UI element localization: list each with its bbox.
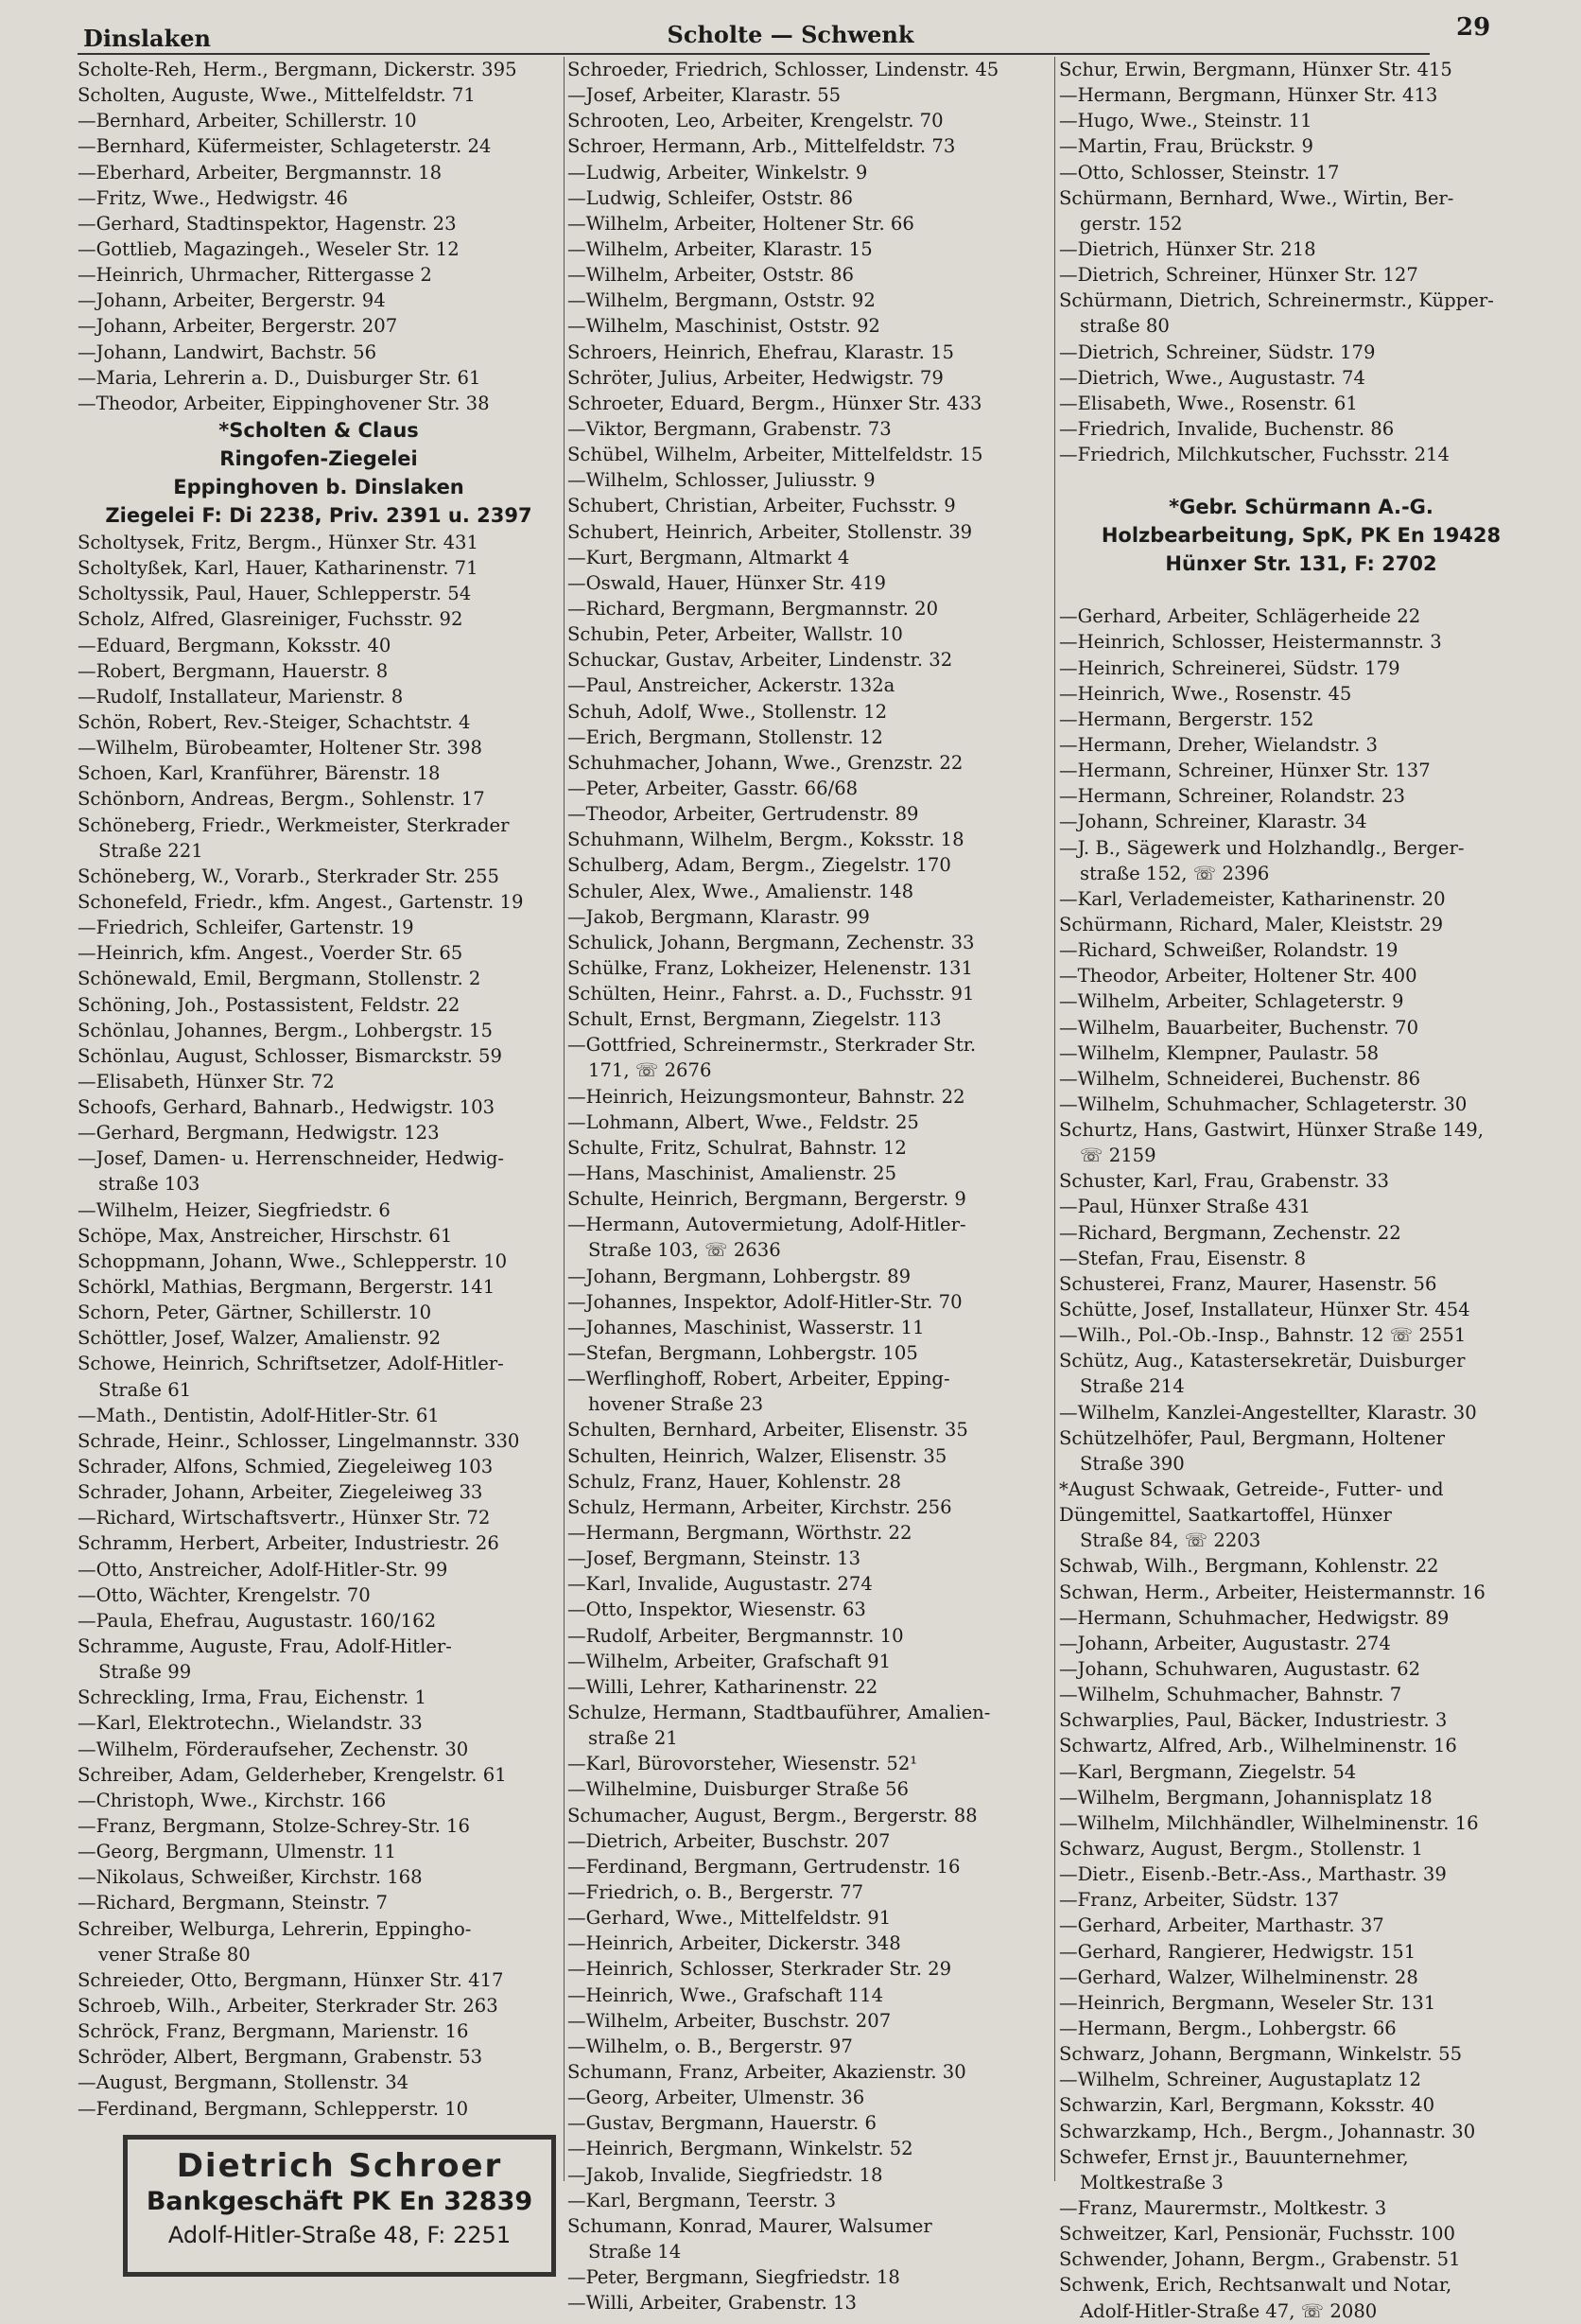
directory-entry: —Eberhard, Arbeiter, Bergmannstr. 18 — [78, 161, 443, 183]
directory-entry: Scholtyssik, Paul, Hauer, Schlepperstr. 54 — [78, 583, 472, 605]
directory-entry: —Paul, Anstreicher, Ackerstr. 132a — [567, 674, 895, 697]
directory-entry: ☏ 2159 — [1080, 1145, 1156, 1167]
directory-entry: —Theodor, Arbeiter, Eippinghovener Str. 38 — [78, 392, 490, 414]
ad-address: Adolf-Hitler-Straße 48, F: 2251 — [167, 2221, 512, 2248]
directory-entry: Schreiber, Adam, Gelderheber, Krengelstr. 61 — [78, 1763, 507, 1786]
directory-entry: —Richard, Bergmann, Bergmannstr. 20 — [567, 597, 939, 620]
directory-entry: —Hermann, Bergerstr. 152 — [1059, 708, 1314, 730]
directory-entry: straße 103 — [98, 1173, 200, 1196]
directory-entry: Schöning, Joh., Postassistent, Feldstr. 22 — [78, 993, 460, 1016]
directory-entry: —Peter, Arbeiter, Gasstr. 66/68 — [567, 777, 859, 799]
directory-entry: Schumann, Konrad, Maurer, Walsumer — [567, 2214, 932, 2237]
directory-entry: Straße 221 — [98, 839, 203, 862]
directory-entry: Schrader, Alfons, Schmied, Ziegeleiweg 103 — [78, 1456, 494, 1478]
directory-entry: —Wilhelm, Arbeiter, Buschstr. 207 — [567, 2009, 892, 2032]
directory-entry: Schübel, Wilhelm, Arbeiter, Mittelfeldstr. 15 — [567, 444, 983, 466]
directory-entry: —Maria, Lehrerin a. D., Duisburger Str. 61 — [78, 366, 481, 389]
directory-entry: —Franz, Arbeiter, Südstr. 137 — [1059, 1889, 1340, 1912]
directory-entry: —Hugo, Wwe., Steinstr. 11 — [1059, 110, 1312, 132]
directory-entry: —Georg, Bergmann, Ulmenstr. 11 — [78, 1841, 396, 1863]
header-range: Scholte — Schwenk — [667, 21, 914, 48]
directory-entry: Schuhmacher, Johann, Wwe., Grenzstr. 22 — [567, 751, 964, 774]
directory-entry: Straße 61 — [98, 1378, 192, 1401]
directory-entry: Schülten, Heinr., Fahrst. a. D., Fuchsstr. 91 — [567, 983, 975, 1005]
directory-entry: —Franz, Maurermstr., Moltkestr. 3 — [1059, 2196, 1387, 2219]
directory-entry: —Wilhelm, Kanzlei-Angestellter, Klarastr. 30 — [1059, 1401, 1477, 1424]
header-rule — [78, 53, 1430, 55]
directory-entry: —Gerhard, Arbeiter, Schlägerheide 22 — [1059, 605, 1421, 628]
directory-entry: —Gottfried, Schreinermstr., Sterkrader Str. — [567, 1034, 977, 1057]
directory-entry: —Heinrich, Wwe., Grafschaft 114 — [567, 1983, 884, 2006]
directory-entry: —Hermann, Schreiner, Hünxer Str. 137 — [1059, 760, 1431, 782]
directory-entry: Schönlau, Johannes, Bergm., Lohbergstr. 15 — [78, 1019, 493, 1041]
directory-entry: —Gustav, Bergmann, Hauerstr. 6 — [567, 2112, 877, 2135]
directory-entry: —Johann, Arbeiter, Augustastr. 274 — [1059, 1632, 1391, 1654]
directory-entry: —Wilhelm, Milchhändler, Wilhelminenstr. 16 — [1059, 1811, 1479, 1834]
directory-entry: Düngemittel, Saatkartoffel, Hünxer — [1059, 1504, 1392, 1527]
directory-entry: Straße 84, ☏ 2203 — [1080, 1529, 1261, 1552]
column-3 — [1059, 57, 1543, 2324]
directory-entry: Schwarz, August, Bergm., Stollenstr. 1 — [1059, 1838, 1424, 1860]
spacer — [1059, 467, 1543, 493]
directory-entry: —Johann, Arbeiter, Bergerstr. 207 — [78, 315, 398, 338]
directory-entry: Schurtz, Hans, Gastwirt, Hünxer Straße 149, — [1059, 1119, 1485, 1142]
directory-entry: Schoppmann, Johann, Wwe., Schlepperstr. 10 — [78, 1249, 508, 1272]
directory-entry: Schöpe, Max, Anstreicher, Hirschstr. 61 — [78, 1224, 453, 1247]
directory-entry: —Oswald, Hauer, Hünxer Str. 419 — [567, 571, 887, 594]
directory-entry: —Gerhard, Stadtinspektor, Hagenstr. 23 — [78, 212, 457, 235]
directory-entry: —Otto, Wächter, Krengelstr. 70 — [78, 1583, 371, 1606]
directory-entry: —Johann, Schreiner, Klarastr. 34 — [1059, 811, 1367, 833]
directory-entry: —Wilhelm, Schuhmacher, Bahnstr. 7 — [1059, 1684, 1402, 1706]
directory-entry: Schwarz, Johann, Bergmann, Winkelstr. 55 — [1059, 2043, 1463, 2066]
directory-entry: —Ferdinand, Bergmann, Gertrudenstr. 16 — [567, 1855, 961, 1878]
directory-entry: Schwarzkamp, Hch., Bergm., Johannastr. 30 — [1059, 2120, 1476, 2142]
directory-entry: —Wilhelm, Heizer, Siegfriedstr. 6 — [78, 1198, 391, 1221]
directory-entry: Schwan, Herm., Arbeiter, Heistermannstr. 16 — [1059, 1581, 1485, 1603]
directory-entry: —Heinrich, Schlosser, Heistermannstr. 3 — [1059, 631, 1442, 654]
directory-entry: —Johann, Schuhwaren, Augustastr. 62 — [1059, 1658, 1421, 1681]
directory-entry: Straße 390 — [1080, 1452, 1185, 1475]
firm-heading: *Gebr. Schürmann A.-G. — [1169, 496, 1433, 519]
ad-name: Dietrich Schroer — [176, 2146, 503, 2185]
directory-entry: —Math., Dentistin, Adolf-Hitler-Str. 61 — [78, 1404, 440, 1426]
directory-entry: —Elisabeth, Hünxer Str. 72 — [78, 1070, 335, 1092]
directory-entry: Schürmann, Richard, Maler, Kleiststr. 29 — [1059, 913, 1444, 935]
directory-entry: —Wilhelm, Bauarbeiter, Buchenstr. 70 — [1059, 1016, 1419, 1039]
directory-entry: —Martin, Frau, Brückstr. 9 — [1059, 135, 1313, 158]
directory-entry: —Willi, Arbeiter, Grabenstr. 13 — [567, 2292, 857, 2315]
directory-entry: straße 80 — [1080, 315, 1170, 338]
directory-entry: —Franz, Bergmann, Stolze-Schrey-Str. 16 — [78, 1815, 470, 1837]
directory-entry: —Johann, Landwirt, Bachstr. 56 — [78, 341, 377, 363]
column-divider — [564, 57, 565, 2181]
directory-entry: 171, ☏ 2676 — [588, 1059, 712, 1082]
directory-entry: —Fritz, Wwe., Hedwigstr. 46 — [78, 186, 349, 209]
directory-entry: —Dietr., Eisenb.-Betr.-Ass., Marthastr. 39 — [1059, 1863, 1447, 1886]
directory-entry: —Christoph, Wwe., Kirchstr. 166 — [78, 1789, 387, 1811]
directory-entry: —Theodor, Arbeiter, Gertrudenstr. 89 — [567, 803, 919, 826]
directory-entry: Schumann, Franz, Arbeiter, Akazienstr. 30 — [567, 2060, 966, 2083]
directory-entry: —Theodor, Arbeiter, Holtener Str. 400 — [1059, 965, 1417, 987]
directory-entry: Scholtysek, Fritz, Bergm., Hünxer Str. 431 — [78, 531, 478, 553]
directory-entry: Schwefer, Ernst jr., Bauunternehmer, — [1059, 2145, 1409, 2168]
directory-entry: Schoen, Karl, Kranführer, Bärenstr. 18 — [78, 762, 441, 785]
directory-entry: Schöneberg, W., Vorarb., Sterkrader Str. 255 — [78, 865, 499, 887]
directory-entry: —Friedrich, Schleifer, Gartenstr. 19 — [78, 917, 414, 939]
directory-entry: —Wilhelm, Schlosser, Juliusstr. 9 — [567, 469, 876, 492]
directory-entry: gerstr. 152 — [1080, 212, 1183, 235]
directory-entry: Schöttler, Josef, Walzer, Amalienstr. 92 — [78, 1327, 442, 1350]
spacer — [1059, 578, 1543, 603]
directory-entry: Schrooten, Leo, Arbeiter, Krengelstr. 70 — [567, 110, 944, 132]
directory-entry: —Wilhelm, Bürobeamter, Holtener Str. 398 — [78, 737, 482, 760]
directory-entry: —Heinrich, Bergmann, Weseler Str. 131 — [1059, 1991, 1436, 2014]
directory-entry: —Richard, Bergmann, Zechenstr. 22 — [1059, 1221, 1401, 1244]
directory-entry: —Heinrich, Schlosser, Sterkrader Str. 29 — [567, 1958, 952, 1981]
directory-entry: Schulberg, Adam, Bergm., Ziegelstr. 170 — [567, 854, 951, 877]
directory-entry: Schreieder, Otto, Bergmann, Hünxer Str. 417 — [78, 1968, 504, 1991]
directory-entry: hovener Straße 23 — [588, 1393, 764, 1416]
page-number: 29 — [1456, 13, 1491, 42]
directory-entry: Straße 14 — [588, 2240, 682, 2263]
directory-entry: —Kurt, Bergmann, Altmarkt 4 — [567, 546, 850, 568]
firm-heading: Eppinghoven b. Dinslaken — [173, 475, 464, 498]
directory-entry: —Gerhard, Wwe., Mittelfeldstr. 91 — [567, 1907, 892, 1930]
directory-entry: —Heinrich, kfm. Angest., Voerder Str. 65 — [78, 942, 463, 965]
directory-entry: —August, Bergmann, Stollenstr. 34 — [78, 2071, 409, 2094]
directory-entry: Schorn, Peter, Gärtner, Schillerstr. 10 — [78, 1302, 432, 1324]
directory-entry: Schweitzer, Karl, Pensionär, Fuchsstr. 100 — [1059, 2223, 1455, 2245]
directory-entry: —Robert, Bergmann, Hauerstr. 8 — [78, 659, 389, 682]
directory-entry: —Johannes, Maschinist, Wasserstr. 11 — [567, 1316, 925, 1338]
directory-entry: Scholtyßek, Karl, Hauer, Katharinenstr. 71 — [78, 557, 478, 580]
directory-entry: —Werflinghoff, Robert, Arbeiter, Epping- — [567, 1368, 950, 1390]
directory-entry: —Wilhelm, Klempner, Paulastr. 58 — [1059, 1041, 1380, 1064]
column-1 — [78, 57, 560, 2277]
directory-entry: —Elisabeth, Wwe., Rosenstr. 61 — [1059, 392, 1358, 414]
directory-entry: —Nikolaus, Schweißer, Kirchstr. 168 — [78, 1866, 423, 1889]
directory-entry: —Karl, Bergmann, Ziegelstr. 54 — [1059, 1760, 1357, 1783]
directory-entry: Schumacher, August, Bergm., Bergerstr. 88 — [567, 1804, 978, 1826]
directory-entry: Schulte, Heinrich, Bergmann, Bergerstr. 9 — [567, 1188, 966, 1211]
directory-entry: Schwenk, Erich, Rechtsanwalt und Notar, — [1059, 2274, 1452, 2297]
directory-entry: Schrade, Heinr., Schlosser, Lingelmannstr. 330 — [78, 1429, 520, 1452]
directory-entry: —Gerhard, Rangierer, Hedwigstr. 151 — [1059, 1940, 1416, 1963]
directory-entry: —Dietrich, Schreiner, Südstr. 179 — [1059, 341, 1376, 363]
directory-entry: —Friedrich, o. B., Bergerstr. 77 — [567, 1880, 864, 1903]
directory-entry: —Wilhelm, Schneiderei, Buchenstr. 86 — [1059, 1067, 1421, 1090]
directory-entry: —Paula, Ehefrau, Augustastr. 160/162 — [78, 1609, 437, 1632]
directory-entry: Schoofs, Gerhard, Bahnarb., Hedwigstr. 103 — [78, 1096, 495, 1119]
directory-entry: Schülke, Franz, Lokheizer, Helenenstr. 131 — [567, 956, 973, 979]
firm-heading: *Scholten & Claus — [218, 418, 419, 442]
directory-entry: Schroeder, Friedrich, Schlosser, Lindenstr. 45 — [567, 59, 999, 80]
directory-entry: —Ludwig, Arbeiter, Winkelstr. 9 — [567, 161, 868, 183]
directory-entry: —Heinrich, Bergmann, Winkelstr. 52 — [567, 2138, 913, 2160]
directory-entry: —Stefan, Frau, Eisenstr. 8 — [1059, 1247, 1307, 1269]
directory-entry: —Heinrich, Heizungsmonteur, Bahnstr. 22 — [567, 1085, 965, 1108]
directory-entry: Schuckar, Gustav, Arbeiter, Lindenstr. 32 — [567, 649, 953, 672]
directory-entry: —Wilhelm, Arbeiter, Oststr. 86 — [567, 264, 855, 287]
directory-entry: Schützelhöfer, Paul, Bergmann, Holtener — [1059, 1426, 1446, 1449]
directory-entry: Schröder, Albert, Bergmann, Grabenstr. 53 — [78, 2046, 483, 2069]
directory-entry: —Stefan, Bergmann, Lohbergstr. 105 — [567, 1342, 918, 1365]
directory-entry: vener Straße 80 — [98, 1943, 251, 1966]
directory-entry: —Wilhelm, Bergmann, Oststr. 92 — [567, 289, 876, 312]
directory-entry: —Gerhard, Walzer, Wilhelminenstr. 28 — [1059, 1966, 1418, 1988]
directory-entry: —Erich, Bergmann, Stollenstr. 12 — [567, 725, 883, 748]
firm-heading: Ringofen-Ziegelei — [219, 446, 418, 470]
firm-heading: Ziegelei F: Di 2238, Priv. 2391 u. 2397 — [105, 503, 532, 527]
directory-entry: —Jakob, Bergmann, Klarastr. 99 — [567, 905, 870, 928]
directory-entry: Schönborn, Andreas, Bergm., Sohlenstr. 17 — [78, 788, 485, 811]
directory-entry: Scholz, Alfred, Glasreiniger, Fuchsstr. 92 — [78, 608, 463, 631]
directory-entry: Schonefeld, Friedr., kfm. Angest., Gartenstr. 19 — [78, 890, 524, 913]
directory-entry: Schulz, Hermann, Arbeiter, Kirchstr. 256 — [567, 1495, 952, 1518]
directory-entry: Schulze, Hermann, Stadtbauführer, Amalien- — [567, 1702, 991, 1723]
directory-entry: —Johann, Arbeiter, Bergerstr. 94 — [78, 289, 386, 312]
directory-entry: Schroeb, Wilh., Arbeiter, Sterkrader Str. 263 — [78, 1994, 498, 2017]
directory-entry: —Wilh., Pol.-Ob.-Insp., Bahnstr. 12 ☏ 2551 — [1059, 1324, 1467, 1347]
directory-entry: —Wilhelmine, Duisburger Straße 56 — [567, 1778, 910, 1801]
directory-entry: Schroeter, Eduard, Bergm., Hünxer Str. 433 — [567, 392, 982, 414]
directory-entry: Schwarzin, Karl, Bergmann, Koksstr. 40 — [1059, 2094, 1435, 2117]
directory-entry: Schur, Erwin, Bergmann, Hünxer Str. 415 — [1059, 59, 1452, 80]
directory-entry: —Richard, Bergmann, Steinstr. 7 — [78, 1892, 388, 1914]
directory-entry: —Dietrich, Arbeiter, Buschstr. 207 — [567, 1829, 891, 1852]
directory-entry: —Karl, Verlademeister, Katharinenstr. 20 — [1059, 887, 1446, 910]
directory-entry: —Rudolf, Installateur, Marienstr. 8 — [78, 685, 404, 708]
advertisement-box — [123, 2135, 556, 2277]
directory-entry: —J. B., Sägewerk und Holzhandlg., Berger- — [1059, 836, 1465, 859]
directory-entry: —Hans, Maschinist, Amalienstr. 25 — [567, 1162, 897, 1185]
directory-entry: Straße 99 — [98, 1661, 192, 1684]
directory-entry: —Hermann, Bergmann, Wörthstr. 22 — [567, 1522, 912, 1545]
directory-entry: Schwab, Wilh., Bergmann, Kohlenstr. 22 — [1059, 1555, 1439, 1578]
directory-entry: —Wilhelm, Maschinist, Oststr. 92 — [567, 315, 880, 338]
directory-entry: —Wilhelm, o. B., Bergerstr. 97 — [567, 2035, 853, 2057]
directory-entry: Schroer, Hermann, Arb., Mittelfeldstr. 73 — [567, 135, 956, 158]
directory-entry: —Lohmann, Albert, Wwe., Feldstr. 25 — [567, 1110, 919, 1133]
directory-entry: Schulten, Bernhard, Arbeiter, Elisenstr. 35 — [567, 1419, 968, 1442]
directory-entry: Straße 103, ☏ 2636 — [588, 1239, 781, 1262]
directory-entry: —Rudolf, Arbeiter, Bergmannstr. 10 — [567, 1624, 904, 1647]
directory-entry: —Karl, Bergmann, Teerstr. 3 — [567, 2189, 837, 2211]
directory-entry: —Hermann, Dreher, Wielandstr. 3 — [1059, 733, 1378, 756]
directory-entry: Moltkestraße 3 — [1080, 2171, 1224, 2193]
directory-entry: Schubert, Christian, Arbeiter, Fuchsstr. 9 — [567, 495, 956, 517]
directory-entry: —Hermann, Schuhmacher, Hedwigstr. 89 — [1059, 1606, 1450, 1629]
directory-entry: Schusterei, Franz, Maurer, Hasenstr. 56 — [1059, 1272, 1437, 1295]
directory-entry: —Paul, Hünxer Straße 431 — [1059, 1196, 1312, 1218]
directory-entry: Schroers, Heinrich, Ehefrau, Klarastr. 15 — [567, 341, 954, 363]
directory-entry: —Richard, Schweißer, Rolandstr. 19 — [1059, 939, 1399, 962]
directory-entry: Schrader, Johann, Arbeiter, Ziegeleiweg 33 — [78, 1481, 483, 1504]
directory-entry: straße 152, ☏ 2396 — [1080, 862, 1270, 884]
directory-entry: —Otto, Schlosser, Steinstr. 17 — [1059, 161, 1340, 183]
column-divider — [1054, 57, 1055, 2181]
directory-entry: Schörkl, Mathias, Bergmann, Bergerstr. 141 — [78, 1276, 495, 1299]
firm-heading: Holzbearbeitung, SpK, PK En 19428 — [1101, 524, 1502, 548]
directory-entry: Straße 214 — [1080, 1375, 1185, 1398]
directory-entry: —Gerhard, Arbeiter, Marthastr. 37 — [1059, 1914, 1384, 1937]
directory-entry: —Johann, Bergmann, Lohbergstr. 89 — [567, 1265, 912, 1287]
directory-entry: —Ferdinand, Bergmann, Schlepperstr. 10 — [78, 2097, 469, 2120]
directory-entry: —Bernhard, Arbeiter, Schillerstr. 10 — [78, 110, 417, 132]
directory-entry: —Wilhelm, Bergmann, Johannisplatz 18 — [1059, 1786, 1433, 1809]
directory-entry: Schröck, Franz, Bergmann, Marienstr. 16 — [78, 2020, 469, 2043]
directory-entry: —Karl, Bürovorsteher, Wiesenstr. 52¹ — [567, 1753, 918, 1775]
column-2 — [567, 57, 1050, 2315]
directory-entry: —Hermann, Autovermietung, Adolf-Hitler- — [567, 1214, 966, 1236]
directory-entry: —Josef, Arbeiter, Klarastr. 55 — [567, 84, 842, 107]
directory-entry: —Wilhelm, Schuhmacher, Schlageterstr. 30 — [1059, 1092, 1468, 1115]
directory-entry: Scholten, Auguste, Wwe., Mittelfeldstr. 71 — [78, 84, 476, 107]
directory-entry: —Eduard, Bergmann, Koksstr. 40 — [78, 634, 391, 656]
directory-entry: —Heinrich, Arbeiter, Dickerstr. 348 — [567, 1932, 901, 1955]
directory-entry: —Josef, Damen- u. Herrenschneider, Hedwig- — [78, 1147, 505, 1170]
directory-entry: —Hermann, Schreiner, Rolandstr. 23 — [1059, 785, 1405, 808]
directory-entry: —Otto, Inspektor, Wiesenstr. 63 — [567, 1599, 866, 1621]
directory-entry: Schütz, Aug., Katastersekretär, Duisburger — [1059, 1350, 1466, 1372]
directory-entry: Schön, Robert, Rev.-Steiger, Schachtstr. 4 — [78, 710, 471, 733]
directory-entry: —Otto, Anstreicher, Adolf-Hitler-Str. 99 — [78, 1558, 448, 1581]
directory-entry: —Willi, Lehrer, Katharinenstr. 22 — [567, 1675, 878, 1698]
directory-entry: Schwarplies, Paul, Bäcker, Industriestr. 3 — [1059, 1709, 1448, 1732]
directory-entry: Schuh, Adolf, Wwe., Stollenstr. 12 — [567, 700, 888, 723]
directory-entry: Schröter, Julius, Arbeiter, Hedwigstr. 79 — [567, 366, 944, 389]
directory-entry: —Peter, Bergmann, Siegfriedstr. 18 — [567, 2266, 900, 2289]
directory-entry: —Wilhelm, Arbeiter, Klarastr. 15 — [567, 237, 873, 260]
directory-entry: —Heinrich, Uhrmacher, Rittergasse 2 — [78, 264, 432, 287]
directory-entry: Schuster, Karl, Frau, Grabenstr. 33 — [1059, 1170, 1389, 1193]
directory-entry: —Ludwig, Schleifer, Oststr. 86 — [567, 186, 853, 209]
directory-entry: —Heinrich, Schreinerei, Südstr. 179 — [1059, 656, 1400, 679]
directory-entry: Schramm, Herbert, Arbeiter, Industriestr. 26 — [78, 1532, 499, 1555]
directory-entry: —Gottlieb, Magazingeh., Weseler Str. 12 — [78, 237, 460, 260]
directory-entry: —Bernhard, Küfermeister, Schlageterstr. 24 — [78, 135, 492, 158]
directory-entry: Schürmann, Dietrich, Schreinermstr., Küpper- — [1059, 289, 1494, 312]
firm-heading: Hünxer Str. 131, F: 2702 — [1165, 552, 1437, 576]
directory-entry: —Josef, Bergmann, Steinstr. 13 — [567, 1547, 861, 1570]
directory-entry: —Friedrich, Milchkutscher, Fuchsstr. 214 — [1059, 444, 1450, 466]
directory-entry: Schulz, Franz, Hauer, Kohlenstr. 28 — [567, 1470, 901, 1493]
directory-entry: Schulten, Heinrich, Walzer, Elisenstr. 35 — [567, 1444, 947, 1467]
directory-entry: —Dietrich, Hünxer Str. 218 — [1059, 237, 1316, 260]
directory-entry: Schreiber, Welburga, Lehrerin, Eppingho- — [78, 1917, 472, 1940]
directory-entry: Schürmann, Bernhard, Wwe., Wirtin, Ber- — [1059, 186, 1454, 209]
directory-entry: Schwender, Johann, Bergm., Grabenstr. 51 — [1059, 2248, 1461, 2271]
directory-entry: Schönlau, August, Schlosser, Bismarckstr. 59 — [78, 1044, 502, 1067]
directory-entry: Schult, Ernst, Bergmann, Ziegelstr. 113 — [567, 1008, 942, 1031]
directory-entry: Schowe, Heinrich, Schriftsetzer, Adolf-Hitler- — [78, 1353, 504, 1375]
directory-entry: Schreckling, Irma, Frau, Eichenstr. 1 — [78, 1686, 426, 1709]
directory-entry: Schwartz, Alfred, Arb., Wilhelminenstr. 16 — [1059, 1735, 1457, 1757]
directory-entry: Schönewald, Emil, Bergmann, Stollenstr. 2 — [78, 968, 481, 990]
directory-entry: —Jakob, Invalide, Siegfriedstr. 18 — [567, 2163, 883, 2186]
directory-entry: —Wilhelm, Schreiner, Augustaplatz 12 — [1059, 2069, 1421, 2091]
directory-entry: —Wilhelm, Arbeiter, Holtener Str. 66 — [567, 212, 914, 235]
directory-entry: —Georg, Arbeiter, Ulmenstr. 36 — [567, 2087, 865, 2109]
directory-entry: —Friedrich, Invalide, Buchenstr. 86 — [1059, 417, 1395, 440]
directory-entry: Scholte-Reh, Herm., Bergmann, Dickerstr. 395 — [78, 59, 517, 80]
directory-entry: Schulick, Johann, Bergmann, Zechenstr. 33 — [567, 931, 975, 953]
directory-entry: Schubin, Peter, Arbeiter, Wallstr. 10 — [567, 623, 903, 646]
directory-entry: —Hermann, Bergmann, Hünxer Str. 413 — [1059, 84, 1438, 107]
directory-entry: —Hermann, Bergm., Lohbergstr. 66 — [1059, 2017, 1397, 2039]
directory-entry: —Heinrich, Wwe., Rosenstr. 45 — [1059, 682, 1352, 705]
page-header — [0, 0, 1581, 55]
directory-entry: —Wilhelm, Arbeiter, Schlageterstr. 9 — [1059, 990, 1404, 1013]
directory-entry: —Viktor, Bergmann, Grabenstr. 73 — [567, 417, 892, 440]
directory-entry: —Gerhard, Bergmann, Hedwigstr. 123 — [78, 1122, 440, 1145]
directory-entry: Schramme, Auguste, Frau, Adolf-Hitler- — [78, 1635, 452, 1658]
directory-entry: Schuler, Alex, Wwe., Amalienstr. 148 — [567, 880, 914, 902]
directory-entry: —Karl, Elektrotechn., Wielandstr. 33 — [78, 1712, 423, 1735]
directory-entry: —Wilhelm, Förderaufseher, Zechenstr. 30 — [78, 1738, 469, 1760]
header-town: Dinslaken — [83, 25, 211, 52]
directory-entry: Schubert, Heinrich, Arbeiter, Stollenstr. 39 — [567, 520, 973, 543]
directory-entry: —Johannes, Inspektor, Adolf-Hitler-Str. 70 — [567, 1290, 963, 1313]
directory-entry: —Dietrich, Wwe., Augustastr. 74 — [1059, 366, 1365, 389]
directory-entry: —Wilhelm, Arbeiter, Grafschaft 91 — [567, 1650, 892, 1672]
directory-entry: Schuhmann, Wilhelm, Bergm., Koksstr. 18 — [567, 829, 964, 851]
directory-entry: —Dietrich, Schreiner, Hünxer Str. 127 — [1059, 264, 1418, 287]
directory-entry: —Richard, Wirtschaftsvertr., Hünxer Str. 72 — [78, 1507, 491, 1529]
directory-entry: Adolf-Hitler-Straße 47, ☏ 2080 — [1080, 2299, 1378, 2322]
ad-bank-line: Bankgeschäft PK En 32839 — [146, 2186, 533, 2216]
directory-entry: *August Schwaak, Getreide-, Futter- und — [1059, 1478, 1444, 1501]
directory-entry: Schöneberg, Friedr., Werkmeister, Sterkrader — [78, 813, 510, 836]
directory-entry: Schütte, Josef, Installateur, Hünxer Str. 454 — [1059, 1299, 1470, 1321]
directory-entry: straße 21 — [588, 1727, 678, 1750]
directory-entry: —Karl, Invalide, Augustastr. 274 — [567, 1573, 873, 1596]
directory-entry: Schulte, Fritz, Schulrat, Bahnstr. 12 — [567, 1136, 907, 1159]
